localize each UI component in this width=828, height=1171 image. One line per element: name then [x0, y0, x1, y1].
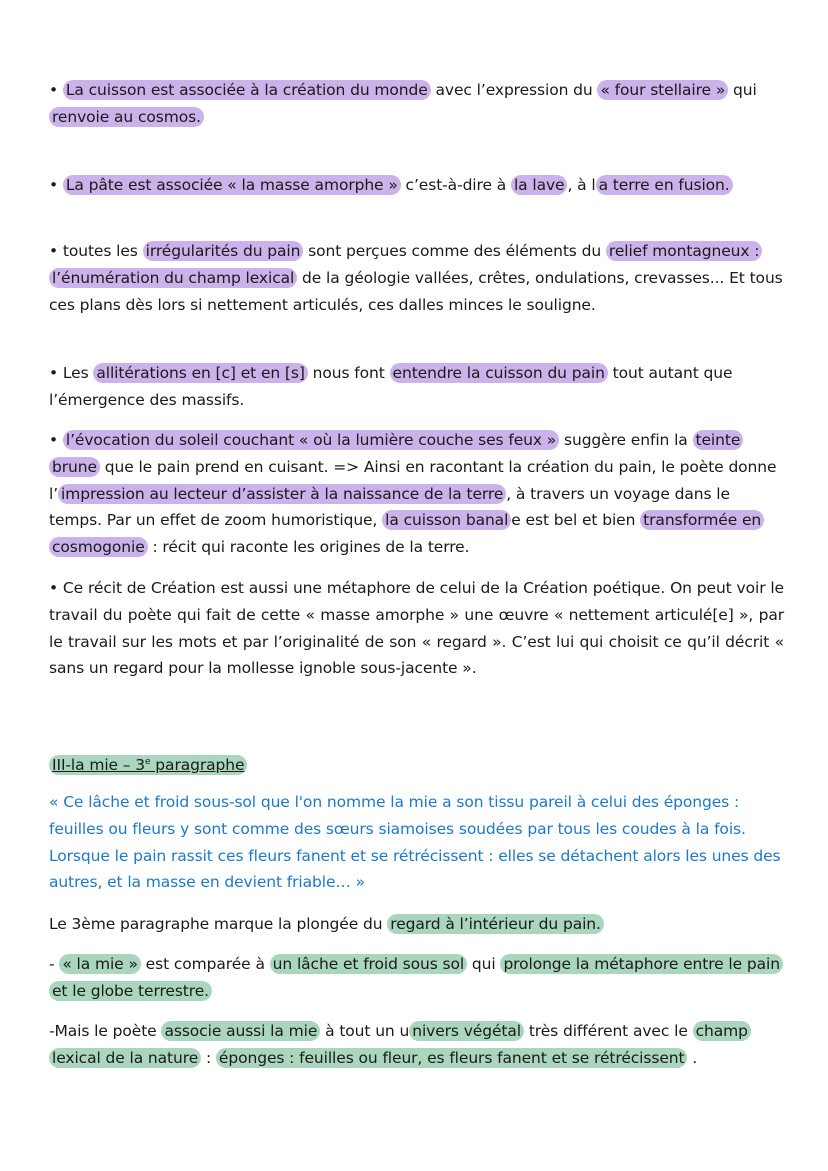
text-segment: : récit qui raconte les origines de la terre.	[147, 538, 470, 557]
bullet-marker: •	[49, 81, 63, 99]
text-segment: .	[687, 1048, 698, 1067]
paragraph-plongee	[49, 911, 784, 938]
text-segment: , à travers un voyage dans le temps. Par un effet de zoom humoristique,	[49, 484, 730, 530]
bullet-soleil-couchant	[49, 427, 784, 561]
highlight-cosmogonie: transformée en cosmogonie	[49, 510, 764, 557]
bullet-pate-masse-amorphe	[49, 172, 784, 199]
poem-quote: « Ce lâche et froid sous-sol que l'on nomme la mie a son tissu pareil à celui des éponges : feuilles ou fleurs y sont comme des sœurs siamoises soudées par tous les coudes à la fois. Lorsque le pain rassit ces fleurs fanent et se rétrécissent : elles se détachent alors les unes des autres, et la masse en devient friable… »	[49, 793, 781, 892]
heading-suffix: paragraphe	[150, 756, 245, 775]
bullet-marker: •	[49, 176, 63, 194]
highlight-la-mie: « la mie »	[59, 954, 141, 974]
text-segment: e est bel et bien	[511, 511, 641, 530]
text-segment: est comparée à	[140, 955, 270, 973]
bullet-marker: •	[49, 431, 63, 449]
highlight-alliterations: allitérations en [c] et en [s]	[93, 363, 307, 383]
text-segment: tout autant que l’émergence des massifs.	[49, 364, 733, 409]
highlight-cosmos: renvoie au cosmos.	[49, 107, 204, 127]
highlight-four-stellaire: « four stellaire »	[597, 80, 728, 100]
bullet-creation-poetique: • Ce récit de Création est aussi une métaphore de celui de la Création poétique. On peut voir le travail du poète qui fait de cette « masse amorphe » une œuvre « nettement articulé[e] », par le travail sur les mots et par l’originalité de son « regard ». C’est lui qui choisit ce qu’il décrit « sans un regard pour la mollesse ignoble sous-jacente ».	[49, 579, 784, 678]
highlight-associe-mie: associe aussi la mie	[161, 1021, 320, 1041]
text-segment: à tout un u	[320, 1022, 410, 1040]
text-segment: c’est-à-dire à	[400, 176, 511, 194]
text-segment: -	[49, 955, 60, 973]
highlight-univers-vegetal: nivers végétal	[409, 1021, 524, 1041]
heading-prefix: III-la mie – 3	[52, 756, 146, 775]
text-segment: qui	[467, 955, 501, 973]
bullet-alliterations	[49, 360, 784, 414]
highlight-regard: regard à l’intérieur du pain.	[387, 914, 604, 934]
highlight-eponges: éponges : feuilles ou fleur, es fleurs fanent et se rétrécissent	[216, 1048, 688, 1068]
highlight-soleil-couchant: l’évocation du soleil couchant « où la lumière couche ses feux »	[63, 430, 559, 450]
bullet-cuisson-creation	[49, 77, 784, 131]
highlight-lave: la lave	[511, 175, 568, 195]
highlight-pate-masse: La pâte est associée « la masse amorphe »	[63, 175, 401, 195]
text-segment: • toutes les	[49, 242, 143, 260]
highlight-terre-fusion: a terre en fusion.	[596, 175, 733, 195]
text-segment: nous font	[307, 364, 390, 382]
text-segment: que le pain prend en cuisant. => Ainsi en racontant la création du pain, le poète donne l’	[49, 457, 777, 503]
highlight-sous-sol: un lâche et froid sous sol	[270, 954, 467, 974]
text-segment: , à l	[567, 176, 596, 194]
paragraph-mie-comparee	[49, 951, 784, 1005]
highlight-teinte-brune: teinte brune	[49, 430, 743, 477]
highlight-irregularites: irrégularités du pain	[143, 241, 304, 261]
bullet-irregularites	[49, 238, 784, 318]
paragraph-univers-vegetal	[49, 1018, 784, 1072]
heading-highlight	[49, 755, 247, 775]
highlight-cuisson-creation: La cuisson est associée à la création du monde	[63, 80, 431, 100]
text-segment: Le 3ème paragraphe marque la plongée du	[49, 915, 388, 933]
text-segment: -Mais le poète	[49, 1022, 162, 1040]
text-segment: avec l’expression du	[430, 81, 598, 99]
section-heading	[49, 749, 784, 779]
highlight-naissance-terre: impression au lecteur d’assister à la naissance de la terre	[58, 484, 506, 504]
text-segment: suggère enfin la	[559, 431, 693, 449]
highlight-enumeration: l’énumération du champ lexical	[49, 268, 297, 288]
heading-superscript: e	[145, 757, 151, 767]
highlight-metaphore: prolonge la métaphore entre le pain et le globe terrestre.	[49, 954, 783, 1001]
highlight-cuisson-pain: entendre la cuisson du pain	[390, 363, 608, 383]
text-segment: :	[201, 1048, 216, 1067]
highlight-champ-lexical-nature: champ lexical de la nature	[49, 1021, 751, 1068]
text-segment: de la géologie vallées, crêtes, ondulations, crevasses... Et tous ces plans dès lors si nettement articulés, ces dalles minces le souligne.	[49, 268, 783, 314]
text-segment: qui	[728, 81, 757, 99]
text-segment: • Les	[49, 364, 94, 382]
highlight-cuisson-banale: la cuisson banal	[382, 510, 511, 530]
highlight-relief: relief montagneux :	[606, 241, 763, 261]
text-segment: très différent avec le	[524, 1022, 693, 1040]
text-segment: sont perçues comme des éléments du	[303, 242, 606, 260]
